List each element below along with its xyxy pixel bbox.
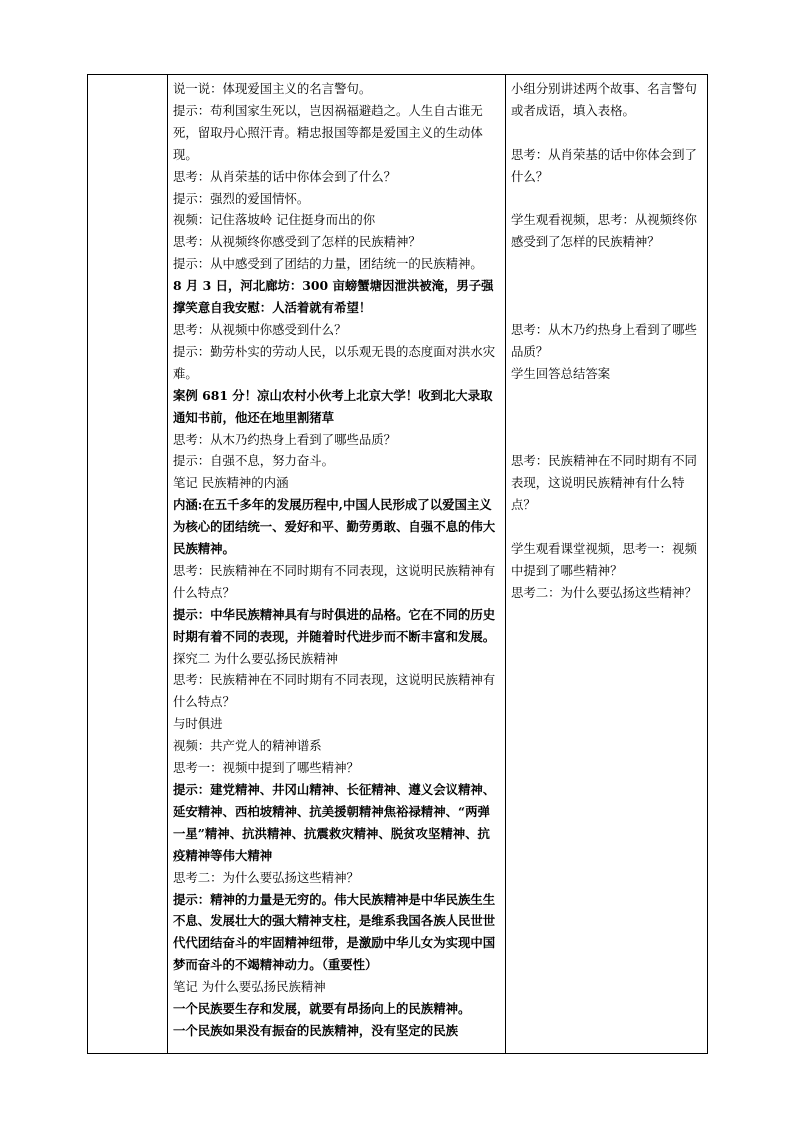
activity-line: 小组分别讲述两个故事、名言警句或者成语，填入表格。 <box>511 81 697 118</box>
content-line: 思考：从木乃约热身上看到了哪些品质？ <box>173 431 397 447</box>
content-line: 提示：勤劳朴实的劳动人民，以乐观无畏的态度面对洪水灾难。 <box>173 343 496 381</box>
teaching-content-cell <box>168 75 506 1054</box>
content-line: 思考：从肖荣基的话中你体会到了什么？ <box>173 168 397 184</box>
content-line: 提示：苟利国家生死以，岂因祸福避趋之。人生自古谁无死，留取丹心照汗青。精忠报国等都是爱国主义的生动体现。 <box>173 102 483 162</box>
content-line: 视频：共产党人的精神谱系 <box>173 738 322 754</box>
empty-left-cell <box>88 75 168 1054</box>
content-line: 提示：从中感受到了团结的力量，团结统一的民族精神。 <box>173 256 483 272</box>
content-line: 案例 681 分！凉山农村小伙考上北京大学！收到北大录取通知书前，他还在地里割猪草 <box>173 387 493 425</box>
content-line: 提示：强烈的爱国情怀。 <box>173 190 310 206</box>
content-line: 提示：自强不息，努力奋斗。 <box>173 453 335 469</box>
content-line: 一个民族如果没有振奋的民族精神，没有坚定的民族 <box>173 1022 458 1038</box>
content-line: 提示：中华民族精神具有与时俱进的品格。它在不同的历史时期有着不同的表现，并随着时代进步而不断丰富和发展。 <box>173 606 496 644</box>
student-activity-cell <box>506 75 708 1054</box>
content-line: 内涵:在五千多年的发展历程中,中国人民形成了以爱国主义为核心的团结统一、爱好和平、勤劳勇敢、自强不息的伟大民族精神。 <box>173 497 496 557</box>
content-line: 提示：精神的力量是无穷的。伟大民族精神是中华民族生生不息、发展壮大的强大精神支柱，是维系我国各族人民世世代代团结奋斗的牢固精神纽带，是激励中华儿女为实现中国梦而奋斗的不竭精神动力。（重要性） <box>173 891 496 973</box>
activity-line: 思考：民族精神在不同时期有不同表现，这说明民族精神有什么特点？ <box>511 453 697 513</box>
section-heading: 探究二 为什么要弘扬民族精神 <box>173 650 339 666</box>
content-line: 与时俱进 <box>173 716 223 732</box>
content-line: 8 月 3 日，河北廊坊：300 亩螃蟹塘因泄洪被淹，男子强撑笑意自我安慰：人活着就有希望！ <box>173 278 494 316</box>
activity-line: 学生观看视频，思考：从视频终你感受到了怎样的民族精神？ <box>511 212 697 250</box>
activity-line: 学生回答总结答案 <box>511 365 611 381</box>
activity-line: 思考：从木乃约热身上看到了哪些品质？ <box>511 321 697 359</box>
content-line: 思考一：视频中提到了哪些精神？ <box>173 760 359 776</box>
student-activity <box>506 75 707 604</box>
notes-heading: 笔记 为什么要弘扬民族精神 <box>173 979 326 995</box>
content-line: 思考二：为什么要弘扬这些精神？ <box>173 869 359 885</box>
content-line: 一个民族要生存和发展，就要有昂扬向上的民族精神。 <box>173 1001 471 1017</box>
content-line: 思考：从视频中你感受到什么？ <box>173 321 347 337</box>
table-row <box>88 75 708 1054</box>
notes-heading: 笔记 民族精神的内涵 <box>173 475 289 491</box>
content-line: 思考：民族精神在不同时期有不同表现，这说明民族精神有什么特点？ <box>173 562 496 600</box>
activity-line: 思考：从肖荣基的话中你体会到了什么？ <box>511 146 697 184</box>
content-line: 思考：民族精神在不同时期有不同表现，这说明民族精神有什么特点？ <box>173 672 496 710</box>
content-line: 视频：记住落坡岭 记住挺身而出的你 <box>173 212 376 228</box>
activity-line: 思考二：为什么要弘扬这些精神？ <box>511 584 697 600</box>
content-line: 思考：从视频终你感受到了怎样的民族精神？ <box>173 234 421 250</box>
activity-line: 学生观看课堂视频，思考一：视频中提到了哪些精神？ <box>511 540 697 578</box>
content-line: 提示：建党精神、井冈山精神、长征精神、遵义会议精神、延安精神、西柏坡精神、抗美援朝精神焦裕禄精神、“两弹一星”精神、抗洪精神、抗震救灾精神、脱贫攻坚精神、抗疫精神等伟大精神 <box>173 782 496 863</box>
lesson-plan-table <box>87 74 708 1054</box>
content-line: 说一说：体现爱国主义的名言警句。 <box>173 81 372 96</box>
teaching-content <box>168 75 505 1042</box>
